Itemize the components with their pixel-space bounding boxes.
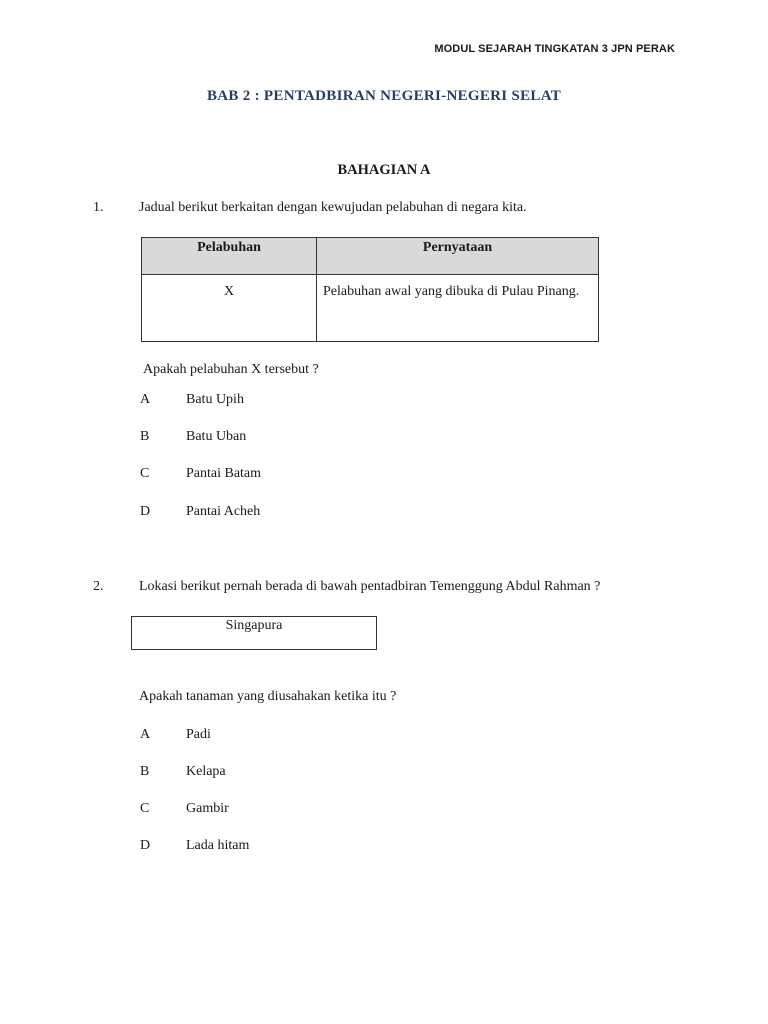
option-letter: B xyxy=(140,764,150,779)
option-letter: C xyxy=(140,466,150,481)
table-header-pelabuhan: Pelabuhan xyxy=(142,238,317,275)
option-letter: C xyxy=(140,801,150,816)
port-table xyxy=(141,237,599,342)
question-prompt: Apakah tanaman yang diusahakan ketika itu ? xyxy=(139,689,397,704)
option-text: Batu Upih xyxy=(186,392,244,407)
option-letter: A xyxy=(140,727,151,742)
location-box: Singapura xyxy=(131,616,377,650)
module-header: MODUL SEJARAH TINGKATAN 3 JPN PERAK xyxy=(434,43,675,55)
option-letter: B xyxy=(140,429,150,444)
option-letter: D xyxy=(140,838,151,853)
chapter-title: BAB 2 : PENTADBIRAN NEGERI-NEGERI SELAT xyxy=(206,88,562,104)
option-text: Batu Uban xyxy=(186,429,247,444)
option-text: Pantai Acheh xyxy=(186,504,261,519)
option-text: Lada hitam xyxy=(186,838,250,853)
question-number: 2. xyxy=(93,579,104,594)
option-letter: D xyxy=(140,504,151,519)
question-number: 1. xyxy=(93,200,104,215)
option-text: Gambir xyxy=(186,801,229,816)
option-letter: A xyxy=(140,392,151,407)
table-header-pernyataan: Pernyataan xyxy=(317,238,599,275)
question-text: Lokasi berikut pernah berada di bawah pentadbiran Temenggung Abdul Rahman ? xyxy=(139,579,601,594)
table-row xyxy=(142,275,599,342)
option-text: Padi xyxy=(186,727,211,742)
section-title: BAHAGIAN A xyxy=(337,162,431,178)
table-cell-port: X xyxy=(142,275,317,342)
table-cell-statement: Pelabuhan awal yang dibuka di Pulau Pinang. xyxy=(317,275,599,342)
question-text: Jadual berikut berkaitan dengan kewujudan pelabuhan di negara kita. xyxy=(139,200,527,215)
question-prompt: Apakah pelabuhan X tersebut ? xyxy=(143,362,319,377)
option-text: Pantai Batam xyxy=(186,466,262,481)
option-text: Kelapa xyxy=(186,764,226,779)
